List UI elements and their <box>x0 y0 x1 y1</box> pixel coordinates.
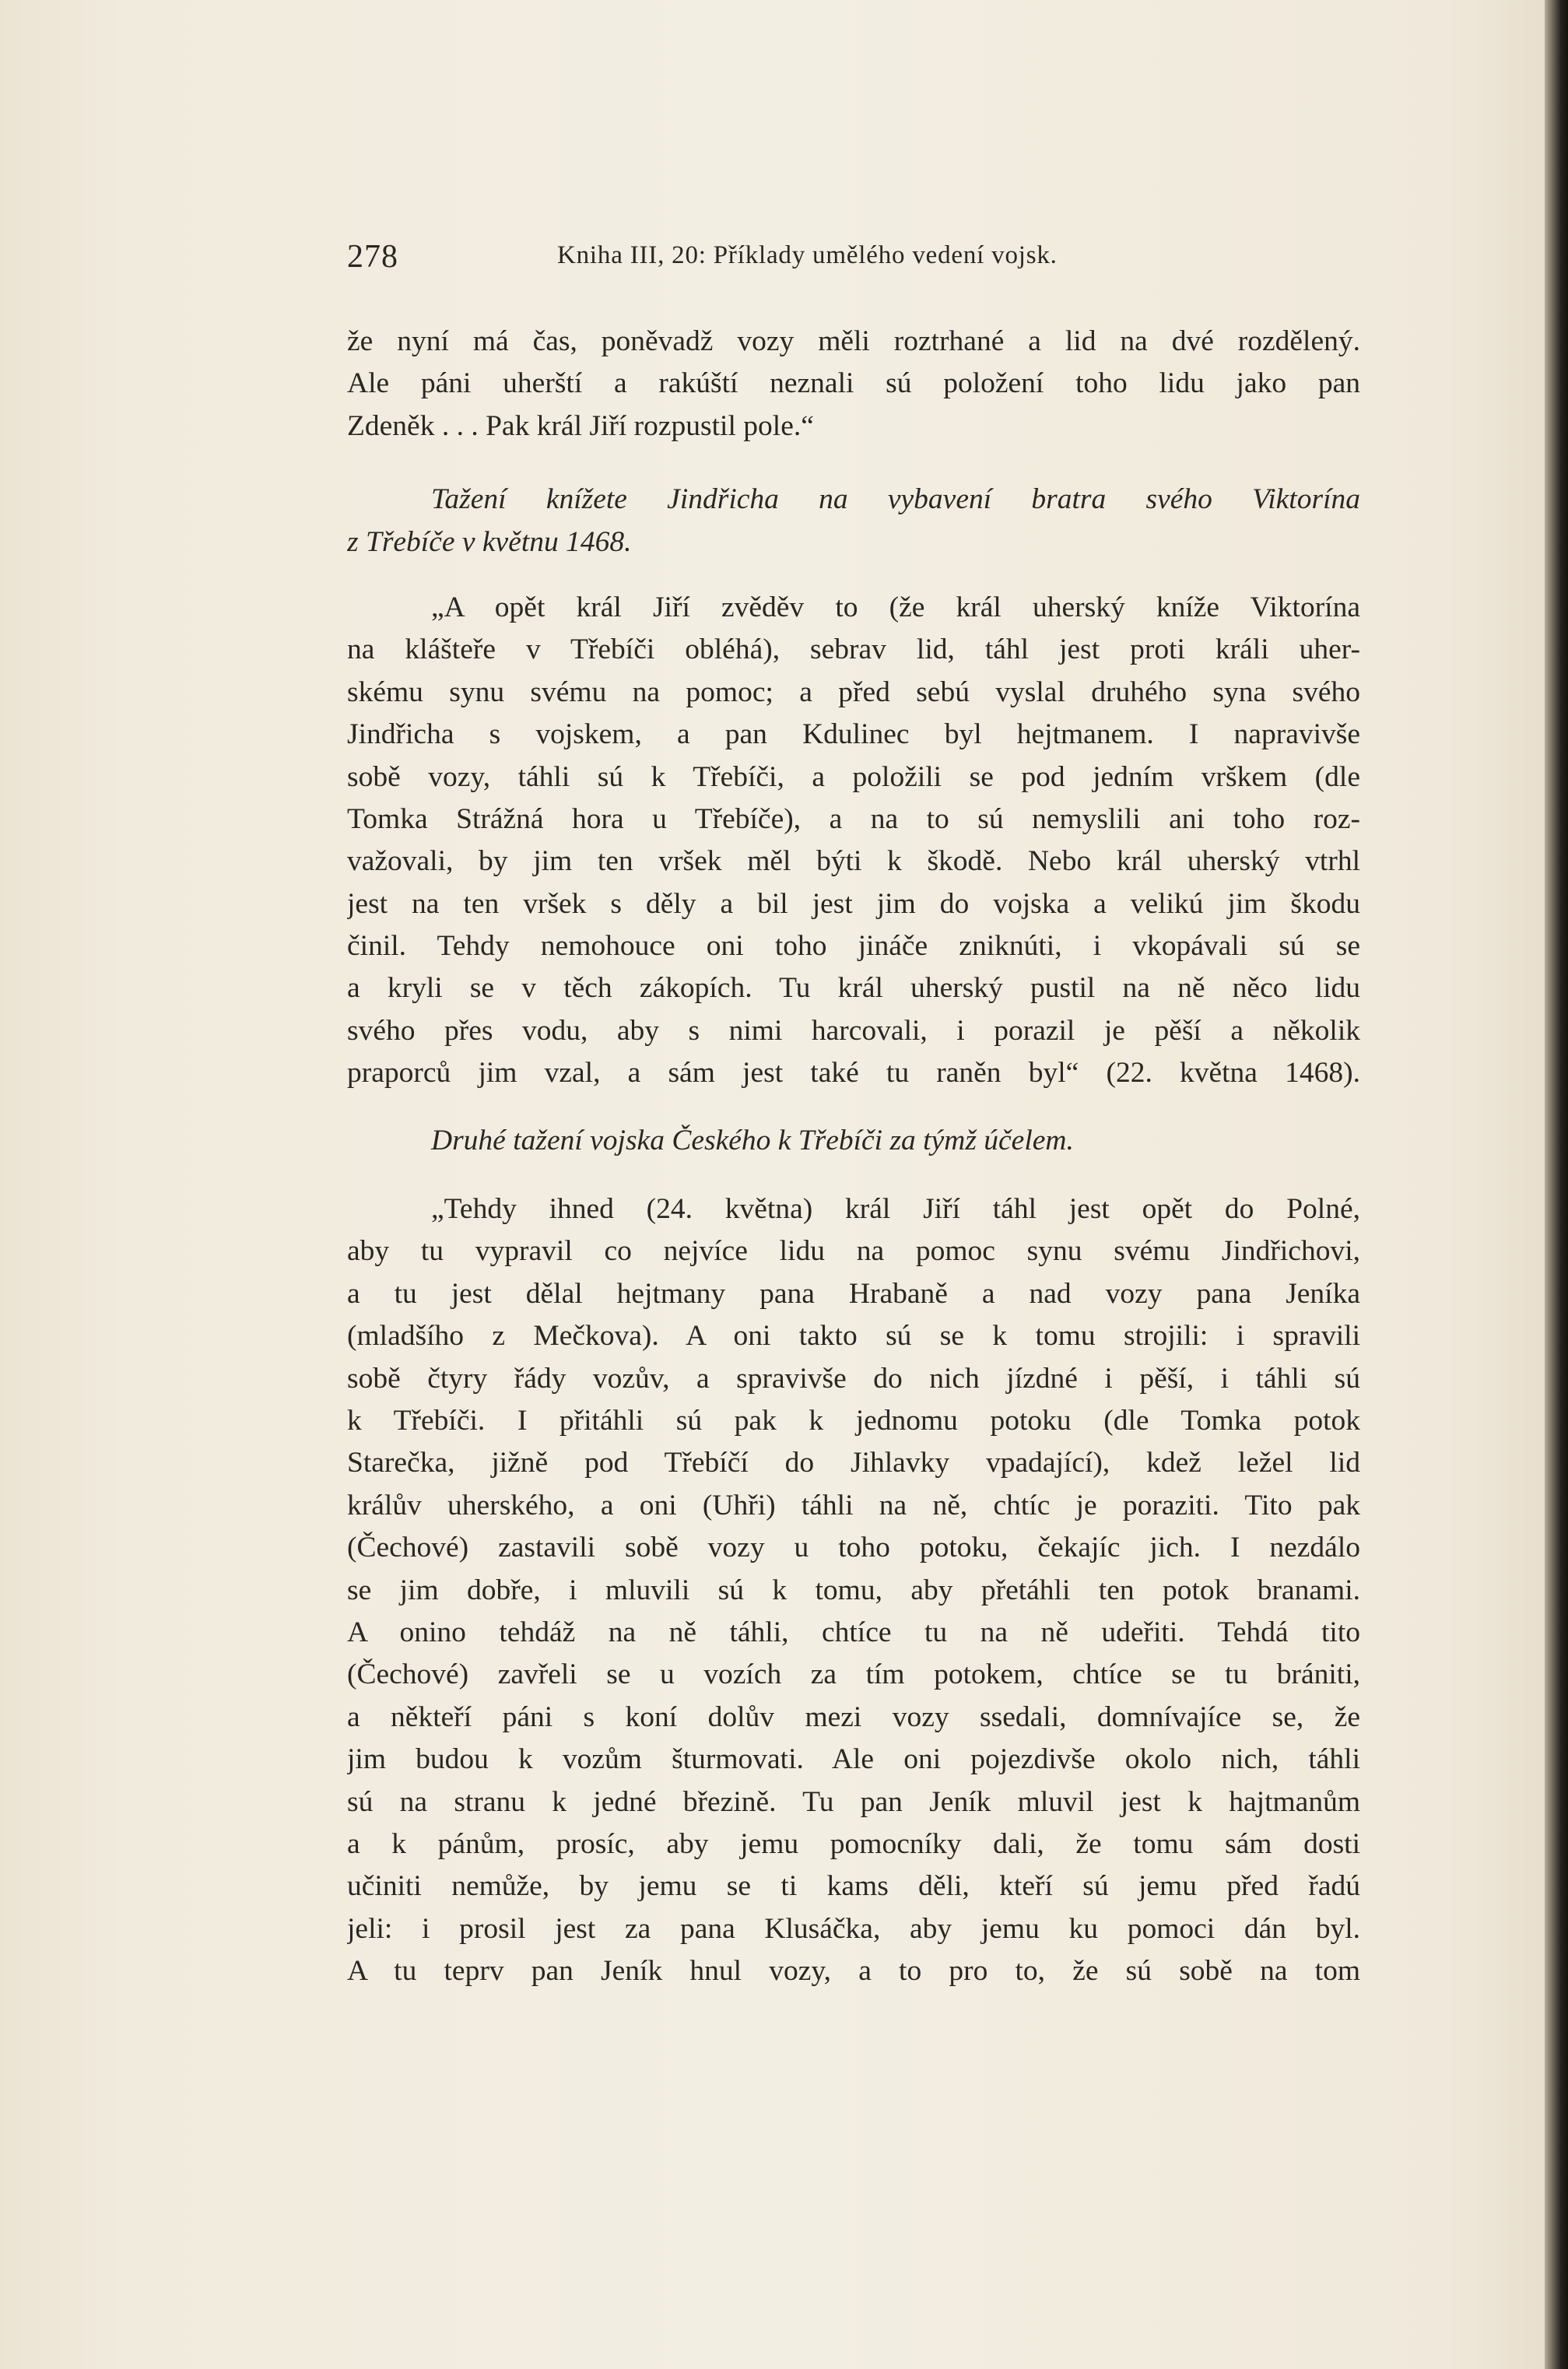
text-line: na klášteře v Třebíči obléhá), sebrav lid, táhl jest proti králi uher- <box>347 633 1360 666</box>
text-line: „Tehdy ihned (24. května) král Jiří táhl jest opět do Polné, <box>431 1193 1360 1226</box>
text-line: sú na stranu k jedné březině. Tu pan Jeník mluvil jest k hajtmanům <box>347 1785 1360 1818</box>
text-line: Starečka, jižně pod Třebíčí do Jihlavky vpadající), kdež ležel lid <box>347 1447 1360 1479</box>
text-line: A tu teprv pan Jeník hnul vozy, a to pro to, že sú sobě na tom <box>347 1955 1360 1988</box>
text-line: učiniti nemůže, by jemu se ti kams děli, kteří sú jemu před řadú <box>347 1870 1360 1903</box>
text-line: sobě čtyry řády vozův, a spravivše do nich jízdné i pěší, i táhli sú <box>347 1362 1360 1395</box>
heading-line: z Třebíče v květnu 1468. <box>347 525 632 558</box>
text-line: a tu jest dělal hejtmany pana Hrabaně a nad vozy pana Jeníka <box>347 1277 1360 1310</box>
text-line: činil. Tehdy nemohouce oni toho jináče zniknúti, i vkopávali sú se <box>347 930 1360 963</box>
text-line: sobě vozy, táhli sú k Třebíči, a položili se pod jedním vrškem (dle <box>347 760 1360 793</box>
paragraph-2 <box>347 587 1360 1095</box>
text-line: (mladšího z Mečkova). A oni takto sú se k tomu strojili: i spravili <box>347 1320 1360 1353</box>
text-line: Zdeněk . . . Pak král Jiří rozpustil pole.“ <box>347 409 814 442</box>
text-line: skému synu svému na pomoc; a před sebú vyslal druhého syna svého <box>347 676 1360 708</box>
text-line: A onino tehdáž na ně táhli, chtíce tu na ně udeřiti. Tehdá tito <box>347 1616 1360 1648</box>
paragraph-3 <box>347 1188 1360 1992</box>
text-line: Ale páni uherští a rakúští neznali sú položení toho lidu jako pan <box>347 367 1360 400</box>
text-line: (Čechové) zavřeli se u vozích za tím potokem, chtíce se tu brániti, <box>347 1658 1360 1691</box>
body-text <box>347 321 1360 1992</box>
text-line: važovali, by jim ten vršek měl býti k škodě. Nebo král uherský vtrhl <box>347 845 1360 878</box>
text-line: Jindřicha s vojskem, a pan Kdulinec byl hejtmanem. I napravivše <box>347 718 1360 751</box>
text-line: se jim dobře, i mluvili sú k tomu, aby přetáhli ten potok branami. <box>347 1574 1360 1606</box>
text-line: (Čechové) zastavili sobě vozy u toho potoku, čekajíc jich. I nezdálo <box>347 1532 1360 1564</box>
section-heading-2 <box>347 1120 1360 1162</box>
text-line: jim budou k vozům šturmovati. Ale oni pojezdivše okolo nich, táhli <box>347 1743 1360 1776</box>
text-line: k Třebíči. I přitáhli sú pak k jednomu potoku (dle Tomka potok <box>347 1404 1360 1437</box>
page-number: 278 <box>347 239 398 275</box>
text-line: a někteří páni s koní dolův mezi vozy ssedali, domnívajíce se, že <box>347 1700 1360 1733</box>
page-binding-edge <box>1545 0 1568 2369</box>
running-head: Kniha III, 20: Příklady umělého vedení vojsk. <box>557 241 1058 269</box>
text-line: králův uherského, a oni (Uhři) táhli na ně, chtíc je poraziti. Tito pak <box>347 1489 1360 1521</box>
section-heading-1 <box>347 479 1360 563</box>
text-line: jeli: i prosil jest za pana Klusáčka, aby jemu ku pomoci dán byl. <box>347 1912 1360 1945</box>
heading-line: Druhé tažení vojska Českého k Třebíči za týmž účelem. <box>431 1124 1074 1156</box>
text-line: aby tu vypravil co nejvíce lidu na pomoc synu svému Jindřichovi, <box>347 1235 1360 1268</box>
text-line: a k pánům, prosíc, aby jemu pomocníky dali, že tomu sám dosti <box>347 1827 1360 1860</box>
text-line: svého přes vodu, aby s nimi harcovali, i porazil je pěší a několik <box>347 1014 1360 1047</box>
text-line: praporců jim vzal, a sám jest také tu raněn byl“ (22. května 1468). <box>347 1057 1360 1090</box>
page-header <box>347 235 1359 282</box>
paragraph-1 <box>347 321 1360 447</box>
text-line: že nyní má čas, poněvadž vozy měli roztrhané a lid na dvé rozdělený. <box>347 325 1360 357</box>
heading-line: Tažení knížete Jindřicha na vybavení bratra svého Viktorína <box>431 483 1360 516</box>
text-line: jest na ten vršek s děly a bil jest jim do vojska a velikú jim škodu <box>347 887 1360 920</box>
text-line: a kryli se v těch zákopích. Tu král uherský pustil na ně něco lidu <box>347 972 1360 1005</box>
text-line: „A opět král Jiří zvěděv to (že král uherský kníže Viktorína <box>431 591 1360 623</box>
text-line: Tomka Strážná hora u Třebíče), a na to sú nemyslili ani toho roz- <box>347 802 1360 835</box>
